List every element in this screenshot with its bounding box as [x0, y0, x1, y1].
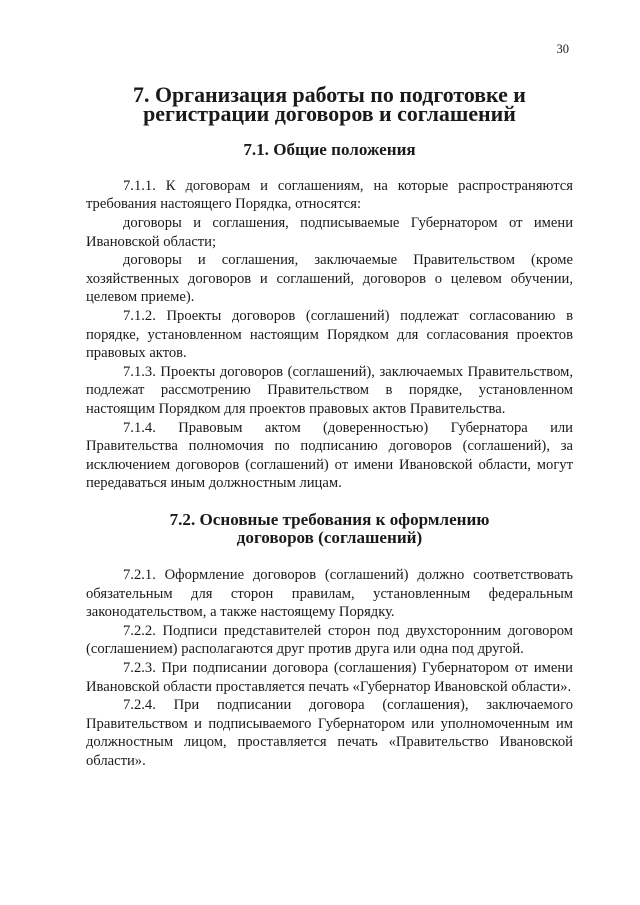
section-7-1-heading: 7.1. Общие положения	[243, 140, 416, 160]
paragraph-7-2-4: 7.2.4. При подписании договора (соглашения), заключаемого Правительством и подписываемого Губернатором или уполномоченным им должностным лицом, проставляется печать «Правительство Ивановской области».	[86, 697, 573, 769]
paragraph-7-1-1-item-governor: договоры и соглашения, подписываемые Губернатором от имени Ивановской области;	[86, 214, 573, 250]
paragraph-7-2-3: 7.2.3. При подписании договора (соглашения) Губернатором от имени Ивановской области проставляется печать «Губернатор Ивановской области».	[86, 660, 573, 695]
section-7-2-heading-line-2: договоров (соглашений)	[236, 528, 423, 548]
paragraph-7-1-3: 7.1.3. Проекты договоров (соглашений), заключаемых Правительством, подлежат рассмотрению Правительством в порядке, установленном настоящим Порядком для проектов правовых актов Правительства.	[86, 363, 573, 417]
paragraph-7-1-2: 7.1.2. Проекты договоров (соглашений) подлежат согласованию в порядке, установленном настоящим Порядком для согласования проектов правовых актов.	[86, 307, 573, 362]
paragraph-7-1-1: 7.1.1. К договорам и соглашениям, на которые распространяются требования настоящего Порядка, относятся:	[86, 177, 573, 213]
paragraph-7-1-4: 7.1.4. Правовым актом (доверенностью) Губернатора или Правительства полномочия по подписанию договоров (соглашений), за исключением договоров (соглашений) от имени Ивановской области, могут передаваться иным должностным лицам.	[86, 419, 573, 492]
page-number: 30	[556, 42, 569, 56]
section-7-heading-line-2: регистрации договоров и соглашений	[143, 100, 516, 126]
paragraph-7-1-1-item-government: договоры и соглашения, заключаемые Правительством (кроме хозяйственных договоров и соглашений, договоров о целевом обучении, целевом приеме).	[86, 252, 573, 306]
section-7-heading	[86, 82, 573, 126]
paragraph-7-2-2: 7.2.2. Подписи представителей сторон под двухсторонним договором (соглашением) располагаются друг против друга или одна под другой.	[86, 622, 573, 658]
document-body	[86, 82, 573, 771]
section-7-2-heading	[86, 511, 573, 548]
paragraph-7-2-1: 7.2.1. Оформление договоров (соглашений) должно соответствовать обязательным для сторон правилам, установленным федеральным законодательством, а также настоящему Порядку.	[86, 567, 573, 621]
section-7-heading-line-1: 7. Организация работы по подготовке и	[133, 82, 526, 107]
section-7-2-heading-line-1: 7.2. Основные требования к оформлению	[169, 509, 490, 529]
